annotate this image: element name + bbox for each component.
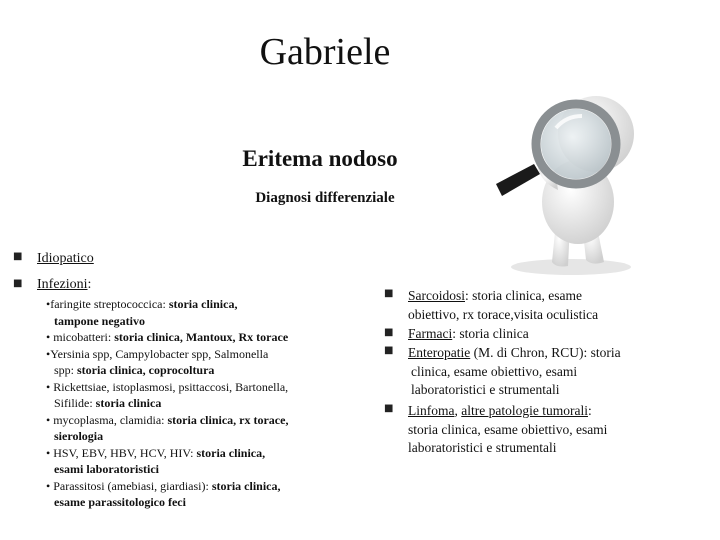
sarcoidosi-text-2: obiettivo, rx torace,visita oculistica xyxy=(408,306,599,322)
bullet-icon: ■ xyxy=(384,345,394,356)
section-heading: Eritema nodoso xyxy=(242,146,398,171)
linfoma-text-3: laboratoristici e strumentali xyxy=(408,440,557,455)
virus-text: • HSV, EBV, HBV, HCV, HIV: xyxy=(46,445,197,460)
farmaci-label: Farmaci xyxy=(408,326,453,341)
virus-bold: storia clinica, xyxy=(196,445,266,460)
faringite-bold-2: tampone negativo xyxy=(54,313,145,328)
rickettsiae-text: • Rickettsiae, istoplasmosi, psittaccosi, Bartonella, xyxy=(46,379,289,394)
sub-item-mycoplasma xyxy=(46,412,288,445)
infezioni-label: Infezioni xyxy=(37,277,88,292)
faringite-bold: storia clinica, xyxy=(168,297,238,311)
sub-item-virus xyxy=(46,445,288,478)
enteropatie-text-2: clinica, esame obiettivo, esami xyxy=(411,363,578,379)
enteropatie-text-3: laboratoristici e strumentali xyxy=(411,382,560,397)
mycoplasma-text: • mycoplasma, clamidia: xyxy=(46,412,168,427)
sarcoidosi-text: : storia clinica, esame xyxy=(465,288,582,303)
enteropatie-label: Enteropatie xyxy=(408,345,471,360)
enteropatie-text: (M. di Chron, RCU): storia xyxy=(470,345,621,360)
faringite-text: •faringite streptococcica: xyxy=(46,297,169,311)
sub-item-rickettsiae xyxy=(46,379,288,412)
page-title: Gabriele xyxy=(259,31,391,73)
infezioni-sublist xyxy=(46,296,288,511)
parassitosi-text: • Parassitosi (amebiasi, giardiasi): xyxy=(46,478,212,493)
yersinia-bold: storia clinica, coprocoltura xyxy=(77,363,215,377)
mycoplasma-bold-2: sierologia xyxy=(54,429,104,443)
virus-bold-2: esami laboratoristici xyxy=(54,462,159,476)
sub-item-micobatteri xyxy=(46,329,288,346)
yersinia-text-2: spp: xyxy=(54,363,78,377)
infezioni-colon: : xyxy=(87,277,92,292)
sub-item-yersinia xyxy=(46,346,288,379)
linfoma-text-2: storia clinica, esame obiettivo, esami xyxy=(408,421,608,437)
idiopatico-label: Idiopatico xyxy=(37,251,94,266)
altre-patologie-label: altre patologie tumorali xyxy=(461,403,588,418)
list-item-infezioni xyxy=(37,277,91,293)
yersinia-text: •Yersinia spp, Campylobacter spp, Salmonella xyxy=(46,346,269,361)
list-item-idiopatico xyxy=(37,251,94,267)
mycoplasma-bold: storia clinica, rx torace, xyxy=(167,412,289,427)
magnifying-glass-figure-icon xyxy=(486,72,646,277)
bullet-icon: ■ xyxy=(384,403,394,414)
farmaci-text: : storia clinica xyxy=(452,326,529,341)
sarcoidosi-label: Sarcoidosi xyxy=(408,288,465,303)
linfoma-colon: : xyxy=(587,403,592,418)
list-item-farmaci xyxy=(408,325,529,344)
rickettsiae-text-2: Sifilide: xyxy=(54,396,96,410)
list-item-linfoma xyxy=(408,402,607,458)
parassitosi-bold: storia clinica, xyxy=(211,478,281,493)
linfoma-label: Linfoma xyxy=(408,403,455,418)
section-subheading: Diagnosi differenziale xyxy=(255,190,395,206)
micobatteri-bold: storia clinica, Mantoux, Rx torace xyxy=(114,330,289,344)
bullet-icon: ■ xyxy=(13,278,23,289)
bullet-icon: ■ xyxy=(384,327,394,338)
list-item-sarcoidosi xyxy=(408,287,598,324)
micobatteri-text: • micobatteri: xyxy=(46,330,115,344)
rickettsiae-bold: storia clinica xyxy=(95,396,162,410)
linfoma-comma: , xyxy=(454,403,462,418)
bullet-icon: ■ xyxy=(13,251,23,262)
sub-item-faringite xyxy=(46,297,288,329)
sub-item-parassitosi xyxy=(46,478,288,511)
list-item-enteropatie xyxy=(408,344,621,400)
parassitosi-bold-2: esame parassitologico feci xyxy=(54,495,186,509)
bullet-icon: ■ xyxy=(384,288,394,299)
